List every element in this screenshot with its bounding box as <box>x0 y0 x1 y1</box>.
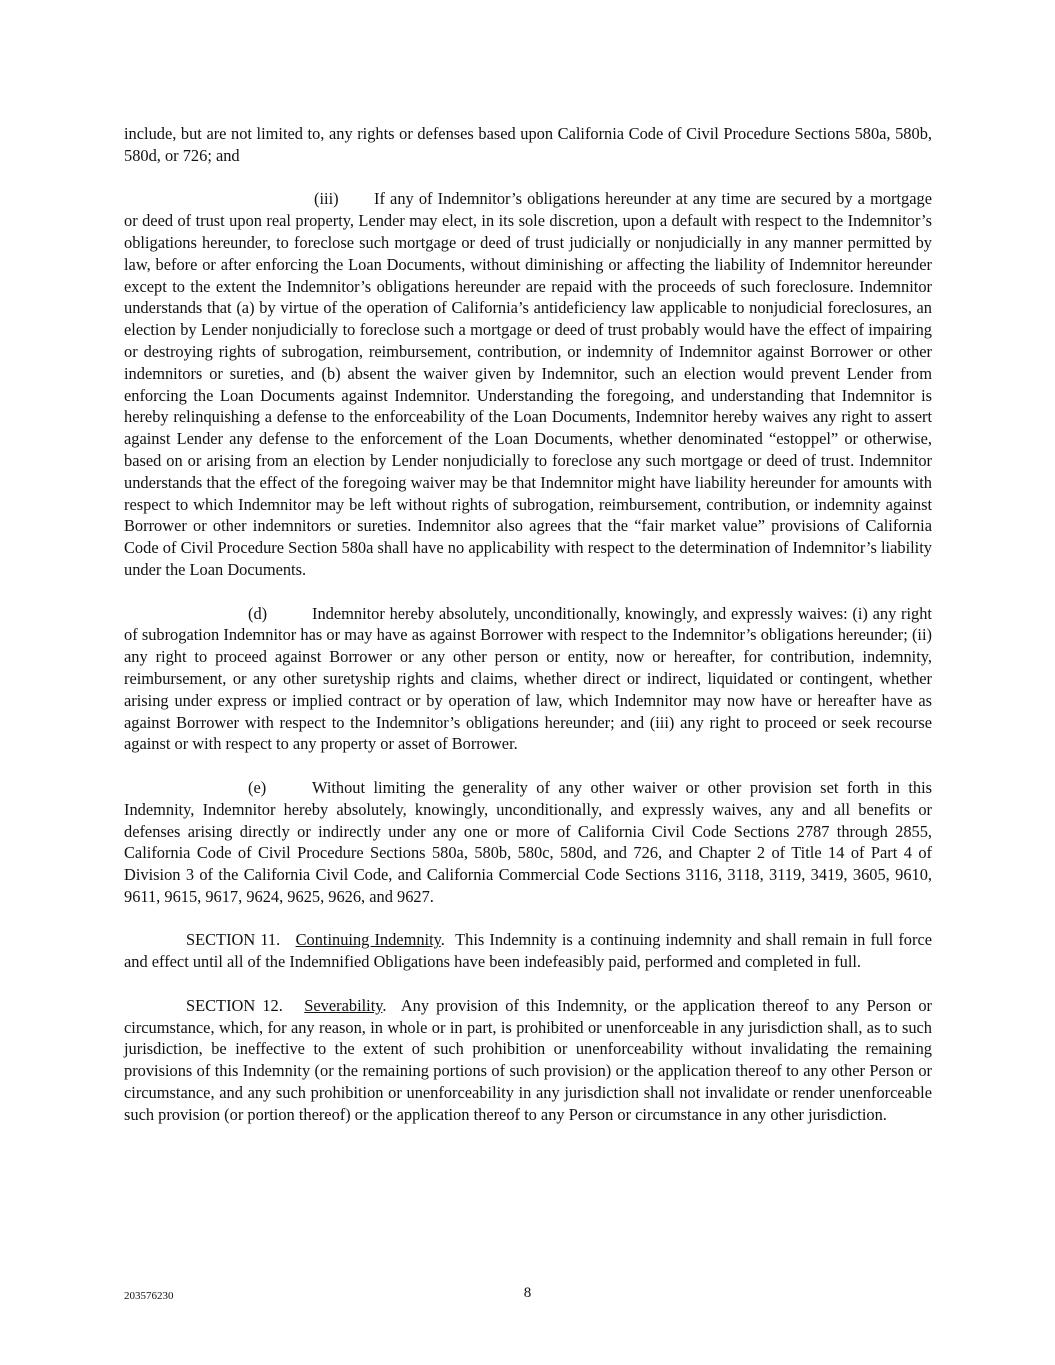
clause-d <box>124 603 932 756</box>
paragraph-gap <box>124 755 932 777</box>
clause-iii-text: If any of Indemnitor’s obligations hereunder at any time are secured by a mortgage or deed of trust upon real property, Lender may elect, in its sole discretion, upon a default with respect to the Indemnitor’s obligations hereunder, to foreclose such mortgage or deed of trust judicially or nonjudicially in any manner permitted by law, before or after enforcing the Loan Documents, without diminishing or affecting the liability of Indemnitor hereunder except to the extent the Indemnitor’s obligations hereunder are repaid with the proceeds of such foreclosure. Indemnitor understands that (a) by virtue of the operation of California’s antideficiency law applicable to nonjudicial foreclosures, an election by Lender nonjudicially to foreclose such a mortgage or deed of trust probably would have the effect of impairing or destroying rights of subrogation, reimbursement, contribution, or indemnity of Indemnitor against Borrower or other indemnitors or sureties, and (b) absent the waiver given by Indemnitor, such an election would prevent Lender from enforcing the Loan Documents against Indemnitor. Understanding the foregoing, and understanding that Indemnitor is hereby relinquishing a defense to the enforceability of the Loan Documents, Indemnitor hereby waives any right to assert against Lender any defense to the enforcement of the Loan Documents, whether denominated “estoppel” or otherwise, based on or arising from an election by Lender nonjudicially to foreclose any such mortgage or deed of trust. Indemnitor understands that the effect of the foregoing waiver may be that Indemnitor might have liability hereunder for amounts with respect to which Indemnitor may be left without rights of subrogation, reimbursement, contribution, or indemnity against Borrower or other indemnitors or sureties. Indemnitor also agrees that the “fair market value” provisions of California Code of Civil Procedure Section 580a shall have no applicability with respect to the determination of Indemnitor’s liability under the Loan Documents. <box>124 189 932 579</box>
section-12: SECTION 12. Severability. Any provision of this Indemnity, or the application thereof to any Person or circumstance, which, for any reason, in whole or in part, is prohibited or unenforceable in any jurisdiction shall, as to such jurisdiction, be ineffective to the extent of such prohibition or unenforceability without invalidating the remaining provisions of this Indemnity (or the remaining portions of such provision) or the application thereof to any other Person or circumstance, and any such prohibition or unenforceability in any jurisdiction shall not invalidate or render unenforceable such provision (or portion thereof) or the application thereof to any Person or circumstance in any other jurisdiction. <box>124 995 933 1124</box>
clause-iii-label: (iii) <box>314 189 339 209</box>
clause-e <box>124 777 932 908</box>
paragraph-gap <box>124 581 932 603</box>
paragraph-gap <box>124 167 932 189</box>
clause-e-label: (e) <box>248 777 267 797</box>
clause-iii <box>124 188 932 580</box>
footer-page-number: 8 <box>523 1285 532 1301</box>
document-page <box>124 123 932 1126</box>
continuation-text: include, but are not limited to, any rights or defenses based upon California Code of Civil Procedure Sections 580a, 580b, 580d, or 726; and <box>124 124 932 165</box>
section-12-text: Any provision of this Indemnity, or the application thereof to any Person or circumstance, which, for any reason, in whole or in part, is prohibited or unenforceable in any jurisdiction shall, as to such jurisdiction, be ineffective to the extent of such prohibition or unenforceability without invalidating the remaining provisions of this Indemnity (or the remaining portions of such provision) or the application thereof to any other Person or circumstance, and any such prohibition or unenforceability in any jurisdiction shall not invalidate or render unenforceable such provision (or portion thereof) or the application thereof to any Person or circumstance in any other jurisdiction. <box>124 995 933 1124</box>
paragraph-gap <box>124 908 932 930</box>
section-11-heading: Continuing Indemnity <box>295 930 441 950</box>
section-11-text: This Indemnity is a continuing indemnity and shall remain in full force and effect until all of the Indemnified Obligations have been indefeasibly paid, performed and completed in full. <box>124 930 933 972</box>
clause-d-text: Indemnitor hereby absolutely, unconditionally, knowingly, and expressly waives: (i) any right of subrogation Indemnitor has or may have as against Borrower with respect to the Indemnitor’s obligations hereunder; (ii) any right to proceed against Borrower or any other person or entity, now or hereafter, for contribution, indemnity, reimbursement, or any other suretyship rights and claims, whether direct or indirect, liquidated or contingent, whether arising under express or implied contract or by operation of law, which Indemnitor may now have or hereafter have as against Borrower with respect to the Indemnitor’s obligations hereunder; and (iii) any right to proceed or seek recourse against or with respect to any property or asset of Borrower. <box>124 603 932 754</box>
paragraph-gap <box>124 973 932 995</box>
continuation-paragraph <box>124 123 932 167</box>
footer-document-id: 203576230 <box>124 1290 174 1302</box>
section-12-heading: Severability <box>304 995 383 1015</box>
section-12-number: SECTION 12. <box>186 995 283 1015</box>
clause-e-text: Without limiting the generality of any other waiver or other provision set forth in this Indemnity, Indemnitor hereby absolutely, knowingly, unconditionally, and expressly waives, any and all benefits or defenses arising directly or indirectly under any one or more of California Civil Code Sections 2787 through 2855, California Code of Civil Procedure Sections 580a, 580b, 580c, 580d, and 726, and Chapter 2 of Title 14 of Part 4 of Division 3 of the California Civil Code, and California Commercial Code Sections 3116, 3118, 3119, 3419, 3605, 9610, 9611, 9615, 9617, 9624, 9625, 9626, and 9627. <box>124 777 932 906</box>
section-11: SECTION 11. Continuing Indemnity. This Indemnity is a continuing indemnity and shall remain in full force and effect until all of the Indemnified Obligations have been indefeasibly paid, performed and completed in full. <box>124 930 933 972</box>
section-11-number: SECTION 11. <box>186 930 281 950</box>
clause-d-label: (d) <box>248 603 268 623</box>
